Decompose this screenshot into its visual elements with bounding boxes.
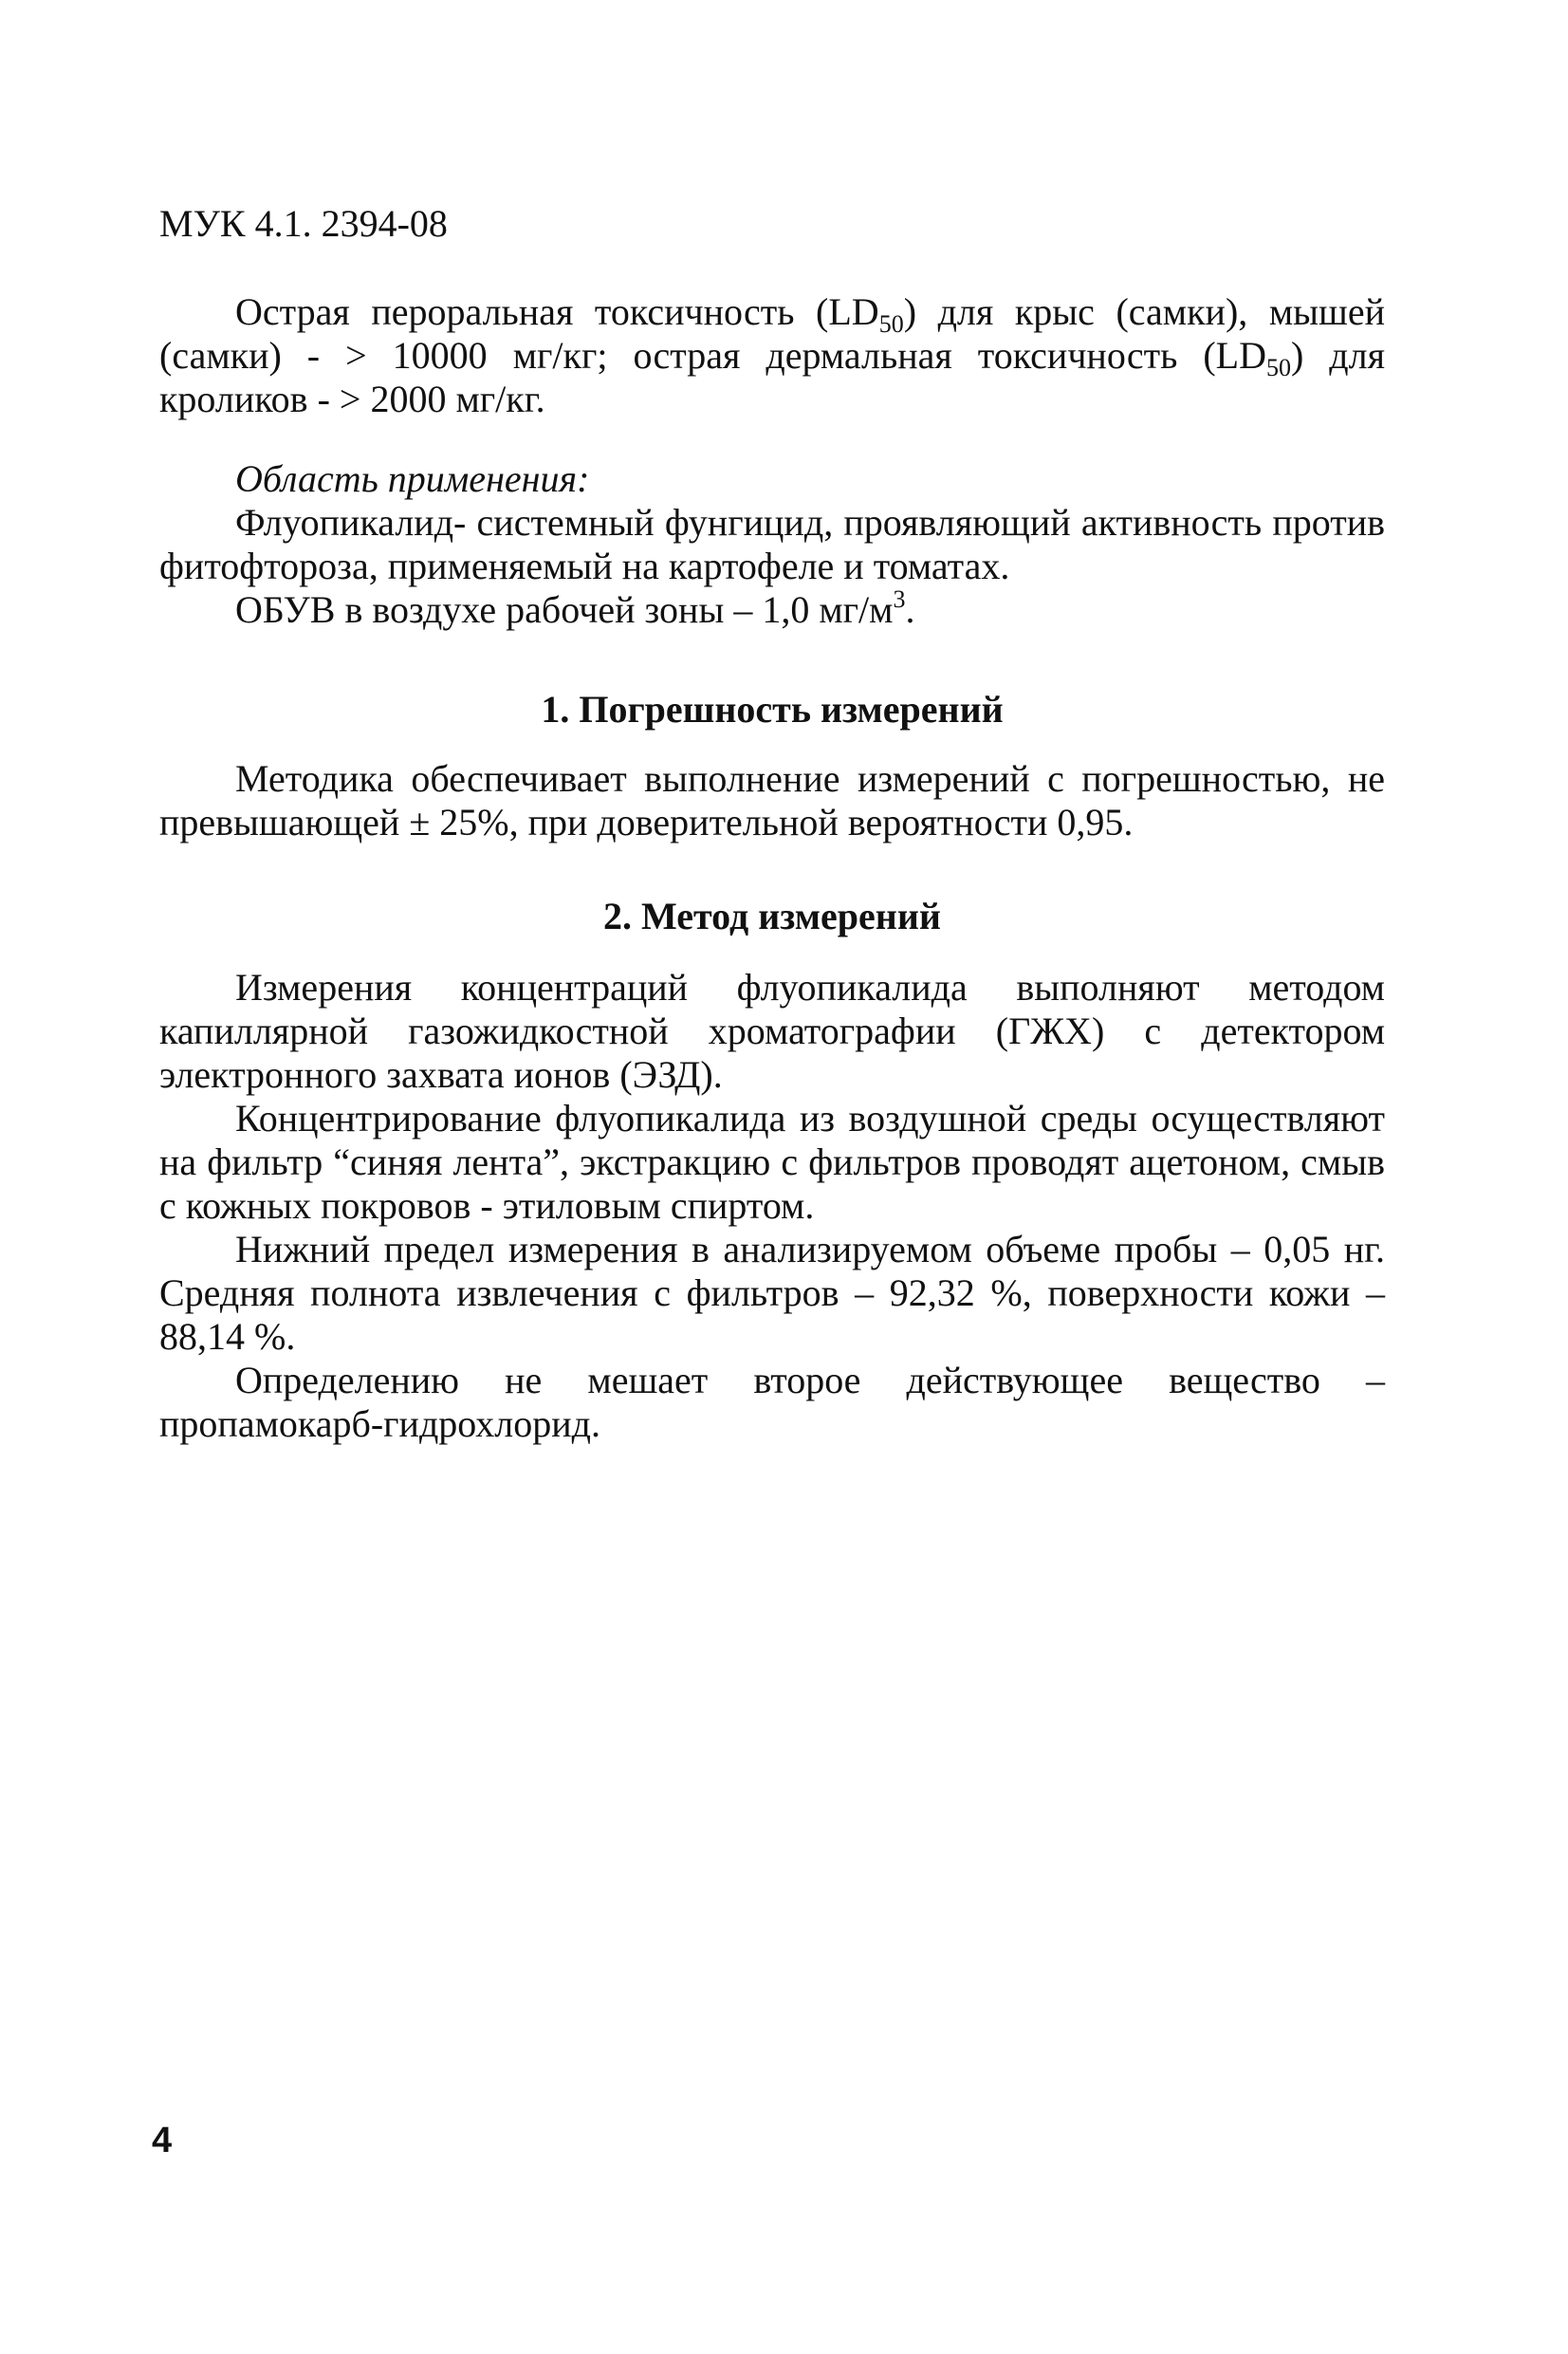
section-2-paragraph-4: Определению не мешает второе действующее вещество – пропамокарб-гидрохлорид.: [159, 1359, 1385, 1445]
section-1-paragraph: Методика обеспечивает выполнение измерений с погрешностью, не превышающей ± 25%, при доверительной вероятности 0,95.: [159, 757, 1385, 843]
toxicity-text-c: ) для кроликов - > 2000 мг/кг.: [159, 334, 1386, 420]
section-2-paragraph-2: Концентрирование флуопикалида из воздушной среды осуществляют на фильтр “синяя лента”, экстракцию с фильтров проводят ацетоном, смыв с кожных покровов - этиловым спиртом.: [159, 1097, 1385, 1227]
ld50-subscript-1: 50: [878, 310, 904, 338]
section-2-paragraph-3: Нижний предел измерения в анализируемом объеме пробы – 0,05 нг. Средняя полнота извлечения с фильтров – 92,32 %, поверхности кожи – 88,14 %.: [159, 1228, 1385, 1358]
document-id: МУК 4.1. 2394-08: [159, 202, 448, 245]
section-2-block: [159, 966, 1385, 1446]
scope-paragraph: Флуопикалид- системный фунгицид, проявляющий активность против фитофтороза, применяемый на картофеле и томатах.: [159, 501, 1385, 587]
cubic-superscript: 3: [893, 585, 906, 613]
scope-label: Область применения:: [235, 457, 590, 500]
toxicity-text-b: ) для крыс (самки), мышей (самки) - > 10000 мг/кг; острая дермальная токсичность (LD: [159, 290, 1385, 377]
ld50-subscript-2: 50: [1265, 354, 1291, 381]
section-1-block: [159, 757, 1385, 844]
obuv-paragraph: [159, 585, 1385, 632]
toxicity-paragraph: [159, 290, 1385, 421]
obuv-text: ОБУВ в воздухе рабочей зоны – 1,0 мг/м: [235, 588, 894, 631]
scope-block: [159, 457, 1385, 632]
intro-block: [159, 290, 1385, 421]
page-number: 4: [152, 2121, 173, 2160]
toxicity-text-a: Острая пероральная токсичность (LD: [235, 290, 879, 333]
section-2-heading: 2. Метод измерений: [603, 895, 941, 937]
section-2-paragraph-1: Измерения концентраций флуопикалида выполняют методом капиллярной газожидкостной хроматографии (ГЖХ) с детектором электронного захвата ионов (ЭЗД).: [159, 966, 1385, 1096]
obuv-end: .: [905, 588, 915, 631]
section-1-heading: 1. Погрешность измерений: [541, 688, 1004, 731]
